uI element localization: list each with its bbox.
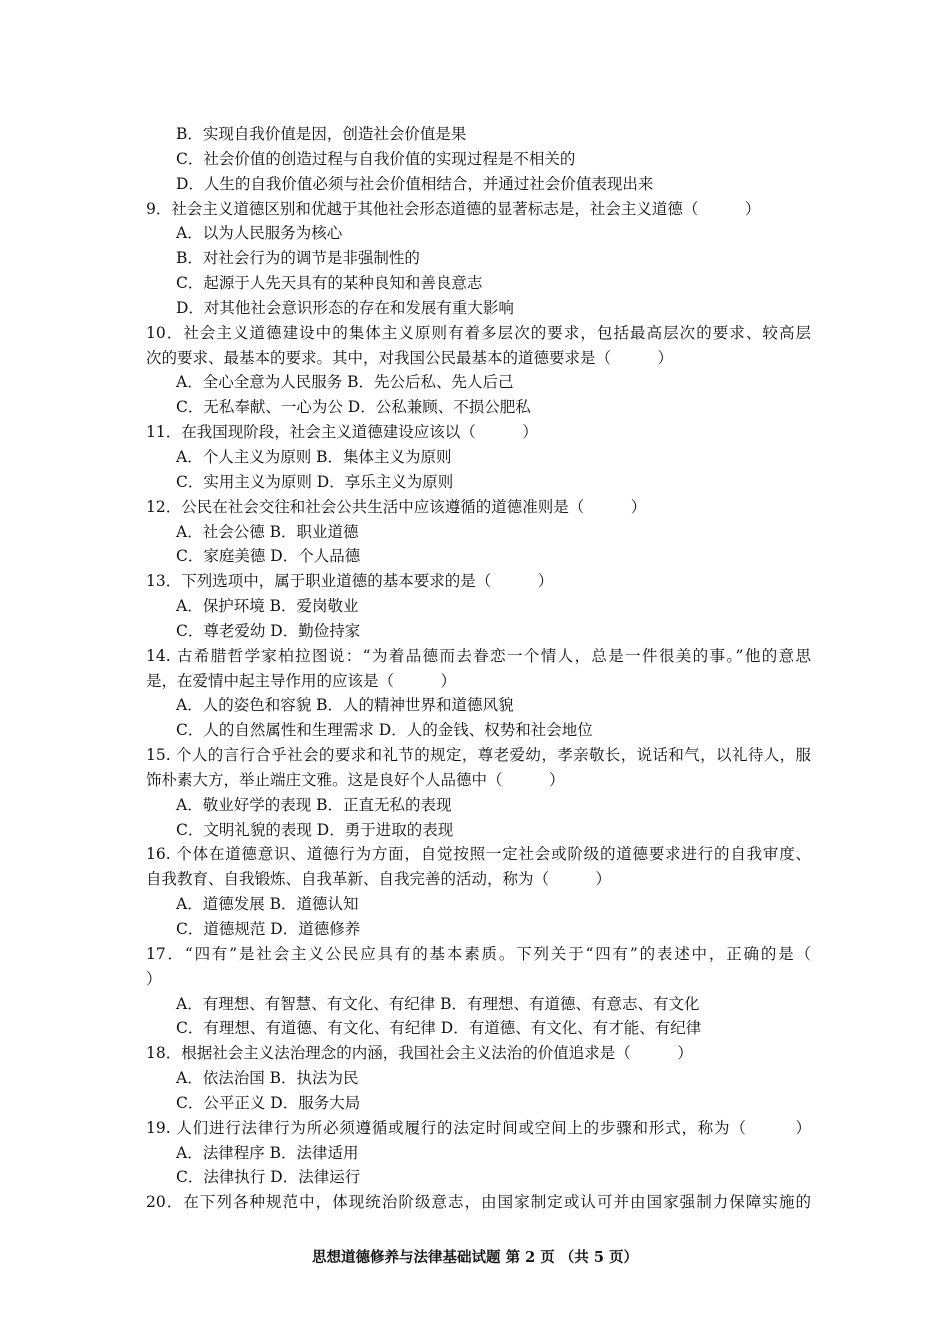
answer-option-line: A．个人主义为原则 B．集体主义为原则 [176, 447, 452, 466]
question-text-line: ） [146, 969, 162, 988]
question-text-line: 20．在下列各种规范中，体现统治阶级意志，由国家制定或认可并由国家强制力保障实施的 [146, 1193, 811, 1212]
answer-option-line: C．文明礼貌的表现 D．勇于进取的表现 [176, 820, 454, 839]
question-text-line: 13．下列选项中，属于职业道德的基本要求的是（ ） [146, 572, 554, 591]
answer-option-line: C．起源于人先天具有的某种良知和善良意志 [176, 274, 483, 293]
answer-option-line: C．无私奉献、一心为公 D．公私兼顾、不损公肥私 [176, 398, 531, 417]
answer-option-line: D．人生的自我价值必须与社会价值相结合，并通过社会价值表现出来 [176, 174, 654, 193]
answer-option-line: A．保护环境 B．爱岗敬业 [176, 597, 359, 616]
answer-option-line: C．法律执行 D．法律运行 [176, 1168, 361, 1187]
answer-option-line: C．人的自然属性和生理需求 D．人的金钱、权势和社会地位 [176, 721, 593, 740]
answer-option-line: B．对社会行为的调节是非强制性的 [176, 249, 420, 268]
answer-option-line: A．道德发展 B．道德认知 [176, 895, 359, 914]
answer-option-line: A．全心全意为人民服务 B．先公后私、先人后己 [176, 373, 514, 392]
question-text-line: 14. 古希腊哲学家柏拉图说：“为着品德而去眷恋一个情人，总是一件很美的事。”他的意思 [146, 646, 811, 665]
answer-option-line: C．社会价值的创造过程与自我价值的实现过程是不相关的 [176, 149, 576, 168]
answer-option-line: A．依法治国 B．执法为民 [176, 1069, 359, 1088]
answer-option-line: C．公平正义 D．服务大局 [176, 1093, 361, 1112]
question-text-line: 15. 个人的言行合乎社会的要求和礼节的规定，尊老爱幼，孝亲敬长，说话和气，以礼待人，服 [146, 746, 811, 765]
answer-option-line: C．实用主义为原则 D．享乐主义为原则 [176, 472, 454, 491]
question-text-line: 是，在爱情中起主导作用的应该是（ ） [146, 671, 457, 690]
answer-option-line: A．社会公德 B．职业道德 [176, 522, 359, 541]
page-footer: 思想道德修养与法律基础试题 第 2 页 （共 5 页） [312, 1249, 638, 1266]
question-text-line: 18．根据社会主义法治理念的内涵，我国社会主义法治的价值追求是（ ） [146, 1044, 693, 1063]
answer-option-line: C．有理想、有道德、有文化、有纪律 D．有道德、有文化、有才能、有纪律 [176, 1019, 702, 1038]
answer-option-line: A．法律程序 B．法律适用 [176, 1143, 359, 1162]
answer-option-line: C．道德规范 D．道德修养 [176, 920, 361, 938]
question-text-line: 自我教育、自我锻炼、自我革新、自我完善的活动，称为（ ） [146, 870, 612, 889]
answer-option-line: A．有理想、有智慧、有文化、有纪律 B．有理想、有道德、有意志、有文化 [176, 994, 700, 1013]
answer-option-line: D．对其他社会意识形态的存在和发展有重大影响 [176, 298, 514, 317]
question-text-line: 12．公民在社会交往和社会公共生活中应该遵循的道德准则是（ ） [146, 497, 647, 516]
question-text-line: 19. 人们进行法律行为所必须遵循或履行的法定时间或空间上的步骤和形式，称为（ ） [146, 1118, 811, 1137]
answer-option-line: A．敬业好学的表现 B．正直无私的表现 [176, 795, 452, 814]
answer-option-line: C．家庭美德 D．个人品德 [176, 547, 361, 566]
question-text-line: 饰朴素大方，举止端庄文雅。这是良好个人品德中（ ） [146, 770, 565, 789]
answer-option-line: A．人的姿色和容貌 B．人的精神世界和道德风貌 [176, 696, 514, 715]
question-text-line: 16. 个体在道德意识、道德行为方面，自觉按照一定社会或阶级的道德要求进行的自我审度、 [146, 845, 811, 864]
answer-option-line: C．尊老爱幼 D．勤俭持家 [176, 621, 361, 640]
answer-option-line: B．实现自我价值是因，创造社会价值是果 [176, 125, 467, 143]
question-text-line: 11．在我国现阶段，社会主义道德建设应该以（ ） [146, 423, 538, 442]
question-text-line: 次的要求、最基本的要求。其中，对我国公民最基本的道德要求是（ ） [146, 348, 674, 367]
question-text-line: 17．“四有”是社会主义公民应具有的基本素质。下列关于“四有”的表述中，正确的是（ [146, 944, 811, 963]
answer-option-line: A．以为人民服务为核心 [176, 224, 343, 243]
question-text-line: 10．社会主义道德建设中的集体主义原则有着多层次的要求，包括最高层次的要求、较高层 [146, 323, 811, 342]
question-text-line: 9．社会主义道德区别和优越于其他社会形态道德的显著标志是，社会主义道德（ ） [146, 199, 761, 218]
question-list [146, 122, 811, 1215]
